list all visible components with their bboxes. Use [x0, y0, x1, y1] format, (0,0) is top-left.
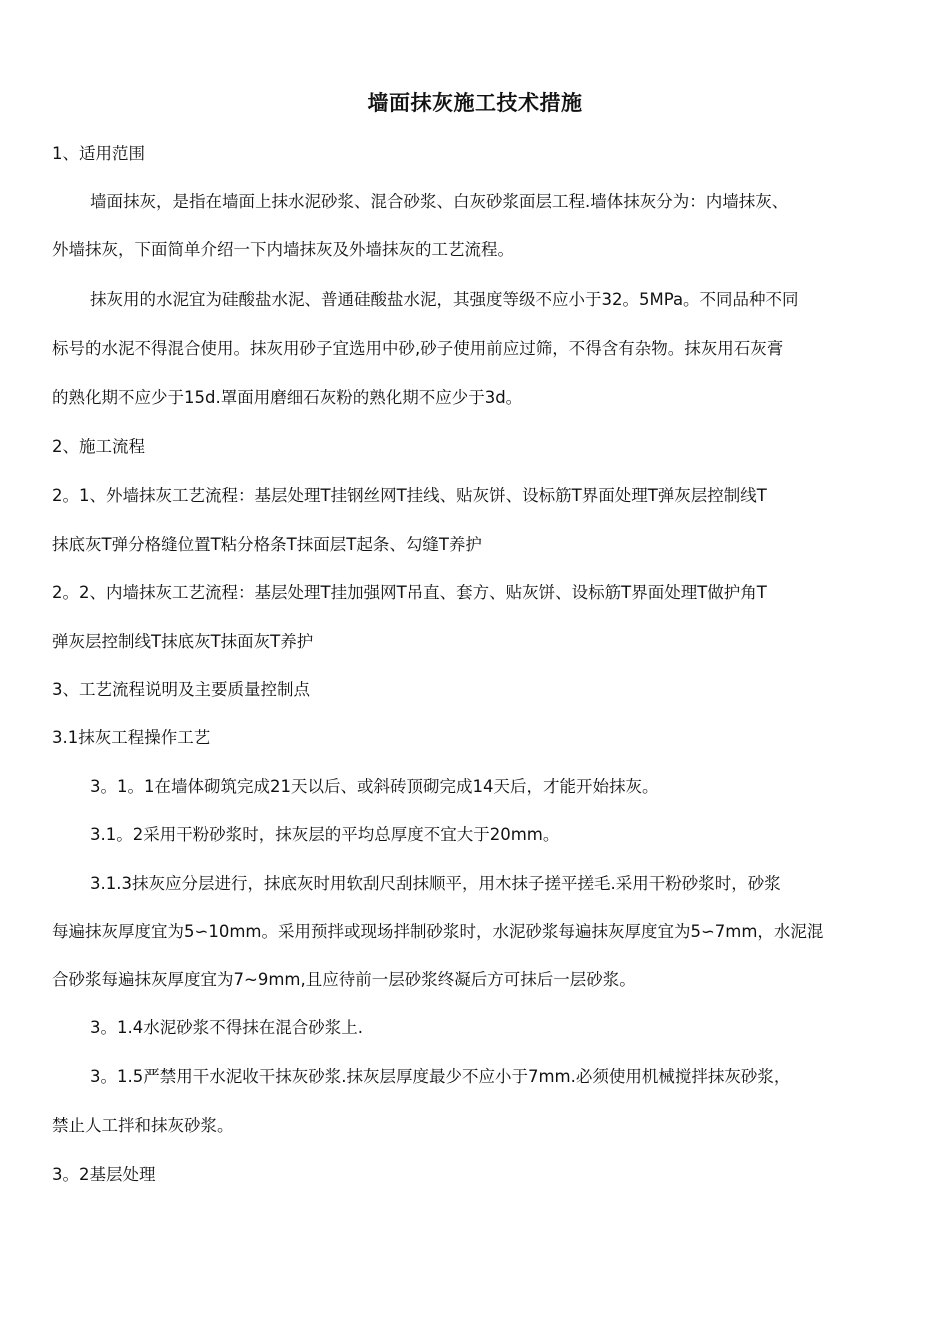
paragraph-line: 3.1.3抹灰应分层进行，抹底灰时用软刮尺刮抹顺平，用木抹子搓平搓毛.采用干粉砂浆时，砂浆 [90, 874, 781, 893]
paragraph-line: 墙面抹灰，是指在墙面上抹水泥砂浆、混合砂浆、白灰砂浆面层工程.墙体抹灰分为：内墙抹灰、 [90, 192, 789, 211]
paragraph-line: 3。1.5严禁用干水泥收干抹灰砂浆.抹灰层厚度最少不应小于7mm.必须使用机械搅拌抹灰砂浆， [90, 1067, 791, 1086]
paragraph-line: 抹底灰T弹分格缝位置T粘分格条T抹面层T起条、勾缝T养护 [52, 535, 482, 554]
section-heading-2: 2、施工流程 [52, 437, 145, 456]
paragraph-line: 2。2、内墙抹灰工艺流程：基层处理T挂加强网T吊直、套方、贴灰饼、设标筋T界面处理T做护角T [52, 583, 767, 602]
paragraph-line: 外墙抹灰，下面简单介绍一下内墙抹灰及外墙抹灰的工艺流程。 [52, 240, 514, 259]
subsection-heading: 3。2基层处理 [52, 1165, 156, 1184]
document-title: 墙面抹灰施工技术措施 [367, 91, 583, 115]
paragraph-line: 抹灰用的水泥宜为硅酸盐水泥、普通硅酸盐水泥，其强度等级不应小于32。5MPa。不同品种不同 [90, 290, 799, 309]
paragraph-line: 弹灰层控制线T抹底灰T抹面灰T养护 [52, 632, 314, 651]
paragraph-line: 合砂浆每遍抹灰厚度宜为7~9mm,且应待前一层砂浆终凝后方可抹后一层砂浆。 [52, 970, 636, 989]
paragraph-line: 3。1。1在墙体砌筑完成21天以后、或斜砖顶砌完成14天后，才能开始抹灰。 [90, 777, 659, 796]
paragraph-line: 每遍抹灰厚度宜为5∽10mm。采用预拌或现场拌制砂浆时，水泥砂浆每遍抹灰厚度宜为5∽7mm，水泥混 [52, 922, 824, 941]
section-heading-3: 3、工艺流程说明及主要质量控制点 [52, 680, 310, 699]
section-heading-1: 1、适用范围 [52, 144, 145, 163]
paragraph-line: 标号的水泥不得混合使用。抹灰用砂子宜选用中砂,砂子使用前应过筛，不得含有杂物。抹灰用石灰膏 [52, 339, 784, 358]
paragraph-line: 的熟化期不应少于15d.罩面用磨细石灰粉的熟化期不应少于3d。 [52, 388, 523, 407]
paragraph-line: 3。1.4水泥砂浆不得抹在混合砂浆上. [90, 1018, 363, 1037]
paragraph-line: 禁止人工拌和抹灰砂浆。 [52, 1116, 234, 1135]
paragraph-line: 2。1、外墙抹灰工艺流程：基层处理T挂钢丝网T挂线、贴灰饼、设标筋T界面处理T弹灰层控制线T [52, 486, 767, 505]
subsection-heading: 3.1抹灰工程操作工艺 [52, 728, 211, 747]
paragraph-line: 3.1。2采用干粉砂浆时，抹灰层的平均总厚度不宜大于20mm。 [90, 825, 560, 844]
